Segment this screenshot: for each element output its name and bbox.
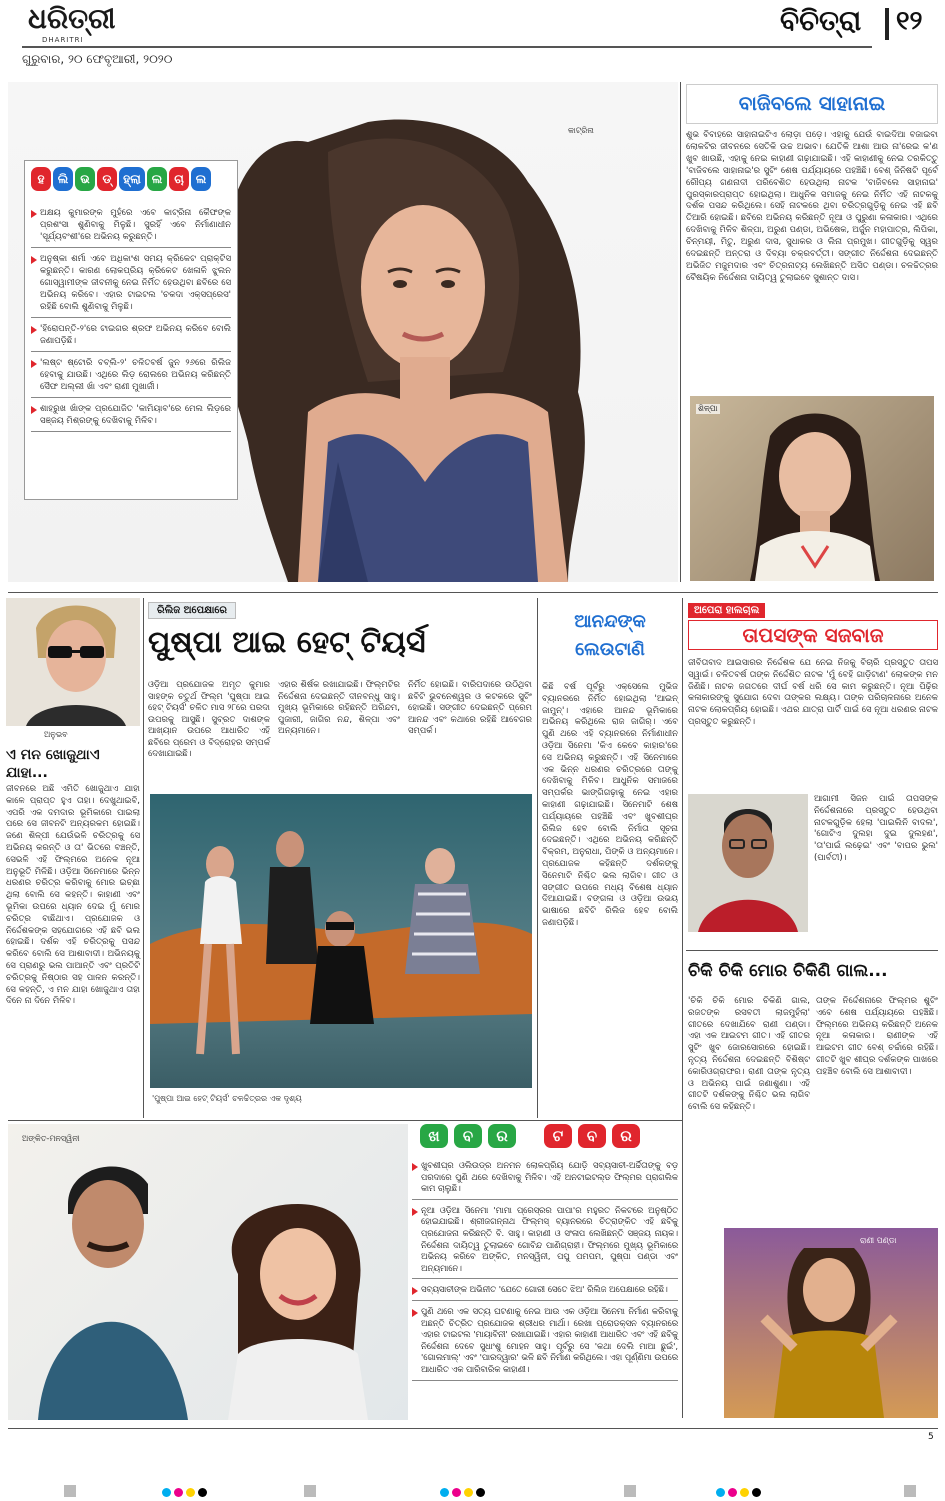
- story-body: ଜୀବନରେ ଅଛି ଏମିତି ଖୋଜୁଥାଏ ଯାହା କାଳେ ପ୍ରାପ୍ତ ହୁଏ ତାହା। ଦେଖୁଥାଇବି, ଏପରି ଏକ ଦମଦାର ଭୂମିକାରେ ପାଇଲା ପରେ ସେ ଜୀବନଟି ଅନ୍ୟରକମ ହୋଇଛି। ଜଣେ ଶିଳ୍ପୀ ଯେଉଁଭଳି ଚରିତ୍ରକୁ ସେ ଅଭିନୟ କରନ୍ତି ଓ ତା' ଭିତରେ ବଞ୍ଚନ୍ତି, ସେଭଳି ଏହି ଫିଲ୍ମରେ ଅନେକ ନୂଆ ଅନୁଭୂତି ମିଳିଛି। ଓଡ଼ିଆ ସିନେମାରେ ଭିନ୍ନ ଧରଣର ଚରିତ୍ର କରିବାକୁ ମୋର ଇଚ୍ଛା ଥିଲା ବୋଲି ସେ କହନ୍ତି। କାହାଣୀ ଏବଂ ଭୂମିକା ଉପରେ ଧ୍ୟାନ ଦେଇ ମୁଁ ମୋର ଚରିତ୍ର ବାଛିଥାଏ। ପ୍ରଯୋଜକ ଓ ନିର୍ଦ୍ଦେଶକଙ୍କ ସହଯୋଗରେ ଏହି ଛବି ଭଲ ହୋଇଛି। ଦର୍ଶକ ଏହି ଚରିତ୍ରକୁ ପସନ୍ଦ କରିବେ ବୋଲି ସେ ଆଶାବାଦୀ। ଅଭିନୟକୁ ସେ ପ୍ରାଣରୁ ଭଲ ପାଆନ୍ତି ଏବଂ ପ୍ରତିଟି ଚରିତ୍ରକୁ ନିଷ୍ଠାର ସହ ପାଳନ କରନ୍ତି। ସେ କହନ୍ତି, ଏ ମନ ଯାହା ଖୋଜୁଥାଏ ତାହା ଦିନେ ନା ଦିନେ ମିଳିବ।: [6, 784, 140, 1007]
- column-rule: [537, 598, 538, 1118]
- list-item: ପୁଣି ଥରେ ଏକ ସତ୍ୟ ଘଟଣାକୁ ନେଇ ଆଉ ଏକ ଓଡ଼ିଆ ସିନେମା ନିର୍ମାଣ କରିବାକୁ ଅଛନ୍ତି ଚିତ୍ରିତ ପ୍ରଯୋଜକ ଶ୍ରୀଧର ମାର୍ଥା। ରେଖା ପ୍ରୋଡକ୍ସନ ବ୍ୟାନରରେ ଏହାର ଟାଇଟଲ 'ମାୟାବିନୀ' ରଖାଯାଇଛି। ଏହାର କାହାଣୀ ଆଧାରିତ ଏବଂ ଏହି ଛବିକୁ ନିର୍ଦ୍ଦେଶନା ଦେବେ ସୁଧାଂଶୁ ମୋହନ ସାହୁ। ପୂର୍ବରୁ ସେ 'କଥା ଦେଲି ମାଆ ଛୁଇଁ', 'ଗୋଲମାଲ୍' ଏବଂ 'ପାରଦ୍ୱାର' ଭଳି ଛବି ନିର୍ମାଣ କରିଥିଲେ। ଏହା ପୂର୍ଣ୍ଣିମା ଉପରେ ଆଧାରିତ ଏକ ପାରିବାରିକ କାହାଣୀ।: [412, 1306, 678, 1381]
- photo-caption: ରାଣୀ ପଣ୍ଡା: [860, 1236, 897, 1245]
- registration-mark: [620, 1482, 640, 1501]
- registration-dot: [740, 1488, 749, 1497]
- list-item: ଶାହରୁଖ ଖାଁଙ୍କ ପ୍ରଯୋଜିତ 'କାମିୟାବ'ରେ ମେଲ ଲିଡ଼ରେ ସଞ୍ଜୟ ମିଶ୍ରଙ୍କୁ ଦେଖିବାକୁ ମିଳିବ।: [31, 403, 231, 432]
- section-title: ବିଚିତ୍ରା: [780, 4, 862, 37]
- list-item: ନୂଆ ଓଡ଼ିଆ ସିନେମା 'ମାମା ପ୍ରେସ୍ରର ପାପା'ର ମହୁରତ ନିକଟରେ ଅନୁଷ୍ଠିତ ହୋଇଯାଇଛି। ଶ୍ରୀଜଗନ୍ନାଥ ଫିଲ୍ମସ୍ ବ୍ୟାନରରେ ଚିତ୍ରାଙ୍କିତ ଏହି ଛବିକୁ ପ୍ରଯୋଜନା କରିଛନ୍ତି ବି. ସାହୁ। କାହାଣୀ ଓ ସଂଳାପ ଲେଖିଛନ୍ତି ସଞ୍ଜୟ ନାୟକ। ନିର୍ଦ୍ଦେଶନା ଦାୟିତ୍ୱ ତୁଲାଇବେ ଗୋବିନ୍ଦ ପାଣିଗ୍ରାହୀ। ଫିଲ୍ମରେ ମୁଖ୍ୟ ଭୂମିକାରେ ଅଭିନୟ କରିବେ ଅଙ୍କିତ, ମନସ୍ୱିନୀ, ପପୁ ପମପମ, ପୁଷ୍ପା ପଣ୍ଡା ଏବଂ ଅନ୍ୟମାନେ।: [412, 1205, 678, 1280]
- registration-mark: [900, 1482, 920, 1501]
- gossip-box: [24, 160, 238, 500]
- logo-subtitle: DHARITRI: [42, 36, 84, 44]
- news-letter: ର: [612, 1124, 640, 1148]
- news-list: [412, 1160, 678, 1418]
- story-column: ନିର୍ମିତ ହୋଇଛି। ବାରିପଦାରେ ଉଠିଥିବା ଛବିଟି ଭୁବନେଶ୍ୱର ଓ କଟକରେ ସୁଟିଂ ହୋଇଛି। ସଙ୍ଗୀତ ଦେଇଛନ୍ତି ପ୍ରେମ ଆନନ୍ଦ ଏବଂ କଥାରେ ରହିଛି ଆବେଗର ସମ୍ପର୍କ।: [408, 680, 532, 736]
- photo-caption: ଅନୁଭବ: [44, 730, 68, 739]
- photo-caption: ଅଙ୍କିତ-ମନସ୍ୱିନୀ: [22, 1134, 80, 1143]
- print-registration-strip: [0, 1480, 945, 1494]
- footer-rule: [8, 1428, 938, 1429]
- photo-caption: 'ପୁଷ୍ପା ଆଇ ହେଟ୍ ଟିୟର୍ସ' ଚଳଚ୍ଚିତ୍ରର ଏକ ଦୃଶ୍ୟ: [152, 1094, 302, 1103]
- news-letter: ର: [488, 1124, 516, 1148]
- right-top-story: [686, 84, 938, 584]
- actor-figure: [6, 598, 140, 726]
- news-letter: ଖ: [420, 1124, 448, 1148]
- gossip-list: [31, 207, 231, 432]
- director-photo: [688, 794, 808, 932]
- column-rule: [680, 82, 681, 582]
- dancer-figure: [724, 1228, 938, 1418]
- news-letter: ବ: [454, 1124, 482, 1148]
- registration-dots: [162, 1482, 210, 1501]
- section-divider: [885, 8, 889, 40]
- dancer-photo: [724, 1228, 938, 1418]
- news-box: [412, 1124, 678, 1420]
- story-title: ଆନନ୍ଦଙ୍କ ଲେଉଟାଣି: [574, 611, 646, 660]
- couple-figure: [8, 1124, 408, 1420]
- story-title: ଏ ମନ ଖୋଜୁଥାଏ ଯାହା...: [6, 747, 100, 781]
- story-kicker: ରିଲିଜ ଅପେକ୍ଷାରେ: [148, 602, 236, 619]
- story-body: 'ଚିକି ଚିକି ମୋର ଚିକିଣି ଗାଲ, ରଜତଙ୍କ ରସବତୀ ଲାଜମୁହଁଲା' ଗୀତରେ ଦେଖାଯିବେ ରାଣୀ ପଣ୍ଡା। ଏହା ଏକ ଆଇଟମ ଗୀତ। ଏହି ଗୀତର ସୁଟିଂ ଖୁବ ଜୋରସୋରରେ ହୋଇଛି। ନୃତ୍ୟ ନିର୍ଦ୍ଦେଶନା ଦେଇଛନ୍ତି ବିଶିଷ୍ଟ କୋରିଓଗ୍ରାଫର। ରାଣୀ ତାଙ୍କ ନୃତ୍ୟ ଓ ଅଭିନୟ ପାଇଁ ଜଣାଶୁଣା। ଏହି ଗୀତଟି ଦର୍ଶକଙ୍କୁ ନିଶ୍ଚିତ ଭଲ ଲାଗିବ ବୋଲି ସେ କହିଛନ୍ତି।: [688, 996, 810, 1113]
- couple-photo: [8, 1124, 408, 1420]
- story-headline: ପୁଷ୍ପା ଆଇ ହେଟ୍ ଟିୟର୍ସ: [148, 625, 426, 660]
- actor-photo: [6, 598, 140, 739]
- gossip-letter: ଲ: [191, 167, 211, 191]
- story-title-box: [686, 84, 938, 124]
- registration-dot: [752, 1488, 761, 1497]
- gossip-letter: ହ: [31, 167, 51, 191]
- column-rule: [682, 598, 683, 1418]
- left-mid-story: [6, 598, 140, 1118]
- issue-date: ଗୁରୁବାର, ୨୦ ଫେବୃଆରୀ, ୨୦୨୦: [22, 52, 173, 66]
- page-marker: 5: [928, 1432, 934, 1442]
- gossip-letter: ହ୍ଲା: [119, 167, 145, 191]
- list-item: ସବ୍ୟସାଚୀଙ୍କ ଅଭିନୀତ 'ଯେତେ ଗୋରୀ ସେତେ ଝିଅ' ରିଲିଜ ଅପେକ୍ଷାରେ ରହିଛି।: [412, 1284, 678, 1301]
- story-body: ଆଗାମୀ ସିଜନ ପାଇଁ ତାପସଙ୍କ ନିର୍ଦ୍ଦେଶନାରେ ପ୍ରସ୍ତୁତ ହେଉଥିବା ନାଟକଗୁଡ଼ିକ ହେଲା 'ପାଇଲିନି ବାଦଲ', 'ଗୋଟିଏ ଦୁଲହା ଦୁଇ ଦୁଲହଣ', 'ତା'ପାଇଁ ଲଢ଼େଇ' ଏବଂ 'ବାପର ଭୁଲ' (ପାର୍ବତୀ)।: [814, 794, 938, 863]
- news-letter: ଟ: [544, 1124, 572, 1148]
- actress-photo: [690, 396, 934, 581]
- masthead: [0, 0, 945, 78]
- side-story: [542, 598, 678, 1118]
- gossip-letter: ଲି: [53, 167, 73, 191]
- registration-mark: [300, 1482, 320, 1501]
- logo-text: ଧରିତ୍ରୀ: [28, 2, 116, 35]
- masthead-rule: [22, 46, 872, 48]
- registration-dot: [440, 1488, 449, 1497]
- opera-story: [688, 598, 938, 948]
- actress-figure: [690, 396, 934, 581]
- column-rule: [143, 598, 144, 1118]
- section-rule: [8, 1120, 682, 1121]
- registration-dot: [174, 1488, 183, 1497]
- story-title: ତାପସଙ୍କ ସଜବାଜ: [688, 620, 938, 650]
- list-item: ଖୁବଶୀଘ୍ର ଓଲିଉଡ୍‌ର ଅନମନ ଲୋକପ୍ରିୟ ଯୋଡ଼ି ସବ୍ୟସାଚୀ-ଅର୍ଚ୍ଚିତାଙ୍କୁ ବଡ଼ ପରଦାରେ ପୁଣି ଥରେ ଦେଖିବାକୁ ମିଳିବ। ଏହି ଅନଟାଇଟଲ୍ଡ ଫିଲ୍ମର ପ୍ରାଗଲିକ କାମ ଚାଲୁଛି।: [412, 1160, 678, 1200]
- section-rule: [8, 592, 938, 593]
- list-item: 'ହିରୋପନ୍ତି-୨'ରେ ଟାଇଗର ଶ୍ରଫ ଅଭିନୟ କରିବେ ବୋଲି ଜଣାପଡ଼ିଛି।: [31, 323, 231, 352]
- registration-dot: [476, 1488, 485, 1497]
- story-title: ଚିକି ଚିକି ମୋର ଚିକିଣି ଗାଲ...: [688, 961, 888, 981]
- story-body: ଶୁଭ ବିବାହରେ ସାହାନାଇଟିଏ ଲୋଡ଼ା ପଡ଼େ। ଏହାକୁ ଯେଉଁ ବାଇଦିଆ ବଜାଇବା ଲୋକଟିର ଜୀବନରେ ସେତିକି ଉଚ୍ଚ ଅଭାବ। ଯେତିକି ଆଶା ଆଉ ନା'ରେଇ କ'ଣ ଖୁବ ଖାଉଛି, ଏହାକୁ ନେଇ କାହାଣୀ ଗଢ଼ାଯାଇଛି। ଏହି କାହାଣୀକୁ ନେଇ ତରକିତ୍ତୁ 'ବାଜିବଲେ ସାହାନାଇ'ର ସୁଟିଂ ଶେଷ ପର୍ଯ୍ୟାୟରେ ପହଞ୍ଚିଛି। ବେଶ୍ ଜିନିଷଟି ପୂର୍ବେ ରୌପ୍ୟ ଗଣନାଦୀ ପରିବେଶିତ ହେଉଥିଲା ନାଟକ 'ବାଜିବଲେ ସାହାନାଇ' ପୁରସ୍କାରପ୍ରାପ୍ତ ହୋଇଥିଲା। ଆଧୁନିକ ସମାଜକୁ ନେଇ ନିର୍ମିତ ଏହି ନାଟକକୁ ଦର୍ଶକ ପସନ୍ଦ କରିଥିଲେ। ସେହି ନାଟକରେ ଥିବା ଚରିତ୍ରଗୁଡ଼ିକୁ ନେଇ ଏହି ଛବି ତିଆରି ହୋଇଛି। ଛବିରେ ଅଭିନୟ କରିଛନ୍ତି ନୂଆ ଓ ପୁରୁଣା କଳାକାର। ଏଥିରେ ଦେଖିବାକୁ ମିଳିବ ଶିଳ୍ପା, ଅରୁଣ ପଣ୍ଡା, ଅଭିଷେକ, ଅର୍ଜୁନ ମହାପାତ୍ର, ଲିପିକା, ଚିନ୍ମୟୀ, ମିତୁ, ଅରୁଣ ଦାସ, ସୁଧାକର ଓ ଲିନା ପ୍ରମୁଖ। ଗୀତଗୁଡ଼ିକୁ ସ୍ୱର ଦେଇଛନ୍ତି ଅନ୍ତରା ଓ ଦିବ୍ୟା ଚକ୍ରବର୍ତ୍ତୀ। ସଙ୍ଗୀତ ନିର୍ଦ୍ଦେଶନା ଦେଇଛନ୍ତି ଅଭିଜିତ ମଜୁମଦାର ଏବଂ ଚିତ୍ରନାଟ୍ୟ ଲେଖିଛନ୍ତି ଅସିତ ପଣ୍ଡା। ଚଳଚ୍ଚିତ୍ରର ବୈଷୟିକ ନିର୍ଦ୍ଦେଶନା ଦାୟିତ୍ୱ ତୁଲାଇବେ ସୁଶାନ୍ତ ଦାସ।: [686, 130, 938, 283]
- story-kicker: ଅପେରା ହାଲଚାଲ: [688, 603, 765, 618]
- photo-caption: କାଟ୍ରିନା: [568, 126, 594, 135]
- story-column: ଏହାର ଶିର୍ଷକ ରଖାଯାଇଛି। ଫିଲ୍ମଟିର ନିର୍ଦ୍ଦେଶନା ଦେଇଛନ୍ତି ଦୀନବନ୍ଧୁ ସାହୁ। ମୁଖ୍ୟ ଭୂମିକାରେ ରହିଛନ୍ତି ଅରିନ୍ଦମ, ପୁଜାରୀ, ଜାଗିର ନନ୍ଦ, ଶିଳ୍ପା ଏବଂ ଅନ୍ୟମାନେ।: [278, 680, 400, 736]
- news-letter: ବ: [578, 1124, 606, 1148]
- registration-dots: [440, 1482, 488, 1501]
- newspaper-logo: [28, 2, 158, 42]
- gossip-letter: ଚା: [169, 167, 189, 191]
- gossip-heading: [31, 167, 231, 201]
- list-item: ଅକ୍ଷୟ କୁମାରଙ୍କ ମୁହଁରେ ଏବେ କାଟ୍ରିନା କୈଫଙ୍କ ପ୍ରଶଂସା ଶୁଣିବାକୁ ମିଳୁଛି। ସୁରହିଁ ଏବେ ନିର୍ମାଣାଧୀନ 'ସୂର୍ଯ୍ୟବଂଶୀ'ରେ ଅଭିନୟ କରୁଛନ୍ତି।: [31, 207, 231, 248]
- gossip-letter: ଲ: [147, 167, 167, 191]
- story-body: କିଛି ବର୍ଷ ପୂର୍ବରୁ ଏକ୍ସେଲେ ମୁଭିଜ ବ୍ୟାନରରେ ନିର୍ମିତ ହୋଇଥିଲା 'ଆଇନ୍ ଜାମୁନ୍'। ଏହାରେ ଆନନ୍ଦ ଭୂମିକାରେ ଅଭିନୟ କରିଥିଲେ ରାଜ ଜାଗିର୍। ଏବେ ପୁଣି ଥରେ ଏହି ବ୍ୟାନରରେ ନିର୍ମାଣାଧୀନ ଓଡ଼ିଆ ସିନେମା 'କିଏ କେବେ କାହାର'ରେ ସେ ଅଭିନୟ କରୁଛନ୍ତି। ଏହି ସିନେମାରେ ଏକ ଭିନ୍ନ ଧରଣର ଚରିତ୍ରରେ ତାଙ୍କୁ ଦେଖିବାକୁ ମିଳିବ। ଆଧୁନିକ ସମାଜରେ ସମ୍ପର୍କର ଭାଙ୍ଗିଗଢ଼ାକୁ ନେଇ ଏହାର କାହାଣୀ ଗଢ଼ାଯାଇଛି। ସିନେମାଟି ଶେଷ ପର୍ଯ୍ୟାୟରେ ପହଞ୍ଚିଛି ଏବଂ ଖୁବଶୀଘ୍ର ରିଲିଜ ହେବ ବୋଲି ନିର୍ମାତା ସୂଚନା ଦେଇଛନ୍ତି। ଏଥିରେ ଅଭିନୟ କରିଛନ୍ତି ବିକ୍ରମ, ଅନୁରାଧା, ପିଙ୍କି ଓ ଅନ୍ୟମାନେ। ପ୍ରଯୋଜକ କହିଛନ୍ତି ଦର୍ଶକଙ୍କୁ ସିନେମାଟି ନିଶ୍ଚିତ ଭଲ ଲାଗିବ। ଗୀତ ଓ ସଙ୍ଗୀତ ଉପରେ ମଧ୍ୟ ବିଶେଷ ଧ୍ୟାନ ଦିଆଯାଇଛି। ବଙ୍ଗଳା ଓ ଓଡ଼ିଆ ଉଭୟ ଭାଷାରେ ଛବିଟି ରିଲିଜ ହେବ ବୋଲି ଜଣାପଡ଼ିଛି।: [542, 682, 678, 928]
- registration-dot: [452, 1488, 461, 1497]
- registration-mark: [60, 1482, 80, 1501]
- song-story: [688, 956, 938, 1418]
- film-cast-figure: [150, 794, 532, 1088]
- story-body: ତାଙ୍କ ନିର୍ଦ୍ଦେଶନାରେ ଫିଲ୍ମର ଶୁଟିଂ ଏବେ ଶେଷ ପର୍ଯ୍ୟାୟରେ ପହଞ୍ଚିଛି। ଫିଲ୍ମରେ ଅଭିନୟ କରିଛନ୍ତି ଅନେକ ନୂଆ କଳାକାର। ରାଣୀଙ୍କ ଏହି ଆଇଟମ ଗୀତ ବେଶ୍ ଚର୍ଚ୍ଚାରେ ରହିଛି। ଗୀତଟି ଖୁବ ଶୀଘ୍ର ଦର୍ଶକଙ୍କ ପାଖରେ ପହଞ୍ଚିବ ବୋଲି ସେ ଆଶାବାଦୀ।: [816, 996, 938, 1077]
- main-story: [148, 598, 533, 1118]
- story-columns: [148, 680, 533, 790]
- list-item: 'ଲଷ୍ଟ ଷ୍ଟୋରି ବବ୍ଲି-୨' ଚଳିତବର୍ଷ ଜୁନ ୨୬ରେ ରିଲିଜ ହେବାକୁ ଯାଉଛି। ଏଥିରେ ଲିଡ଼ ରୋଲରେ ଅଭିନୟ କରିଛନ୍ତି ସୈଫ ଅଲ୍ଲୀ ଖାଁ ଏବଂ ରାଣୀ ମୁଖାର୍ଜୀ।: [31, 357, 231, 398]
- film-still-photo: [150, 794, 532, 1088]
- registration-dot: [186, 1488, 195, 1497]
- registration-dots: [716, 1482, 764, 1501]
- story-column: ଓଡ଼ିଆ ପ୍ରଯୋଜକ ଅମୃତ କୁମାର ସାହଙ୍କ ଚତୁର୍ଥ ଫିଲ୍ମ 'ପୁଷ୍ପା ଆଇ ହେଟ୍ ଟିୟର୍ସ' ଚଳିତ ମାସ ୨୮ରେ ପରଦା ଉପରକୁ ଆସୁଛି। ସୁବ୍ରତ ଦାଶଙ୍କ ଆଖ୍ୟାନ ଉପରେ ଆଧାରିତ ଏହି ଛବିରେ ପ୍ରେମ ଓ ବିଦ୍ରୋହର ସମ୍ପର୍କ ଦେଖାଯାଇଛି।: [148, 680, 270, 759]
- section-rule: [686, 950, 938, 951]
- gossip-letter: ଡ୍: [97, 167, 117, 191]
- registration-dot: [728, 1488, 737, 1497]
- photo-caption: ଶିଳ୍ପା: [698, 404, 718, 413]
- gossip-letter: ଭ: [75, 167, 95, 191]
- director-figure: [688, 794, 808, 932]
- page-number: ୧୨: [896, 6, 923, 36]
- story-title: ବାଜିବଲେ ସାହାନାଇ: [738, 91, 886, 115]
- news-heading: [412, 1124, 678, 1154]
- registration-dot: [716, 1488, 725, 1497]
- list-item: ଅନୁଷ୍କା ଶର୍ମା ଏବେ ଅଧିକାଂଶ ସମୟ କ୍ରିକେଟ ପ୍ରାକ୍ଟିସ କରୁଛନ୍ତି। କାରଣ ଲୋକପ୍ରିୟ କ୍ରିକେଟ ଖେଳାଳି ଝୁଲନ ଗୋସ୍ୱାମୀଙ୍କ ଜୀବନୀକୁ ନେଇ ନିର୍ମିତ ହେଉଥିବା ଛବିରେ ସେ ଅଭିନୟ କରିବେ। ଏହାର ଟାଇଟଲ 'ଚକଦା ଏକ୍ସପ୍ରେସ' ରହିଛି ବୋଲି ଶୁଣିବାକୁ ମିଳୁଛି।: [31, 253, 231, 318]
- registration-dot: [198, 1488, 207, 1497]
- story-body: ଜୀବିତାବାଦ ଆଇସାରର ନିର୍ଦ୍ଦେଶକ ଯେ ନେଇ ନିଜକୁ ବିଚାରି ପ୍ରସ୍ତୁତ ତାପସ ସ୍ୱାଇଁ। ଚଳିତବର୍ଷ ତାଙ୍କ ନିର୍ଦ୍ଦେଶିତ ନାଟକ 'ମୁଁ ବେହି ଗାଡ଼ିଟାଣ' ଲୋକଙ୍କ ମନ ଜିଣିଛି। ନାଟକ ଜଗତରେ ଦୀର୍ଘ ବର୍ଷ ଧରି ସେ କାମ କରୁଛନ୍ତି। ନୂଆ ପିଢ଼ିର କଳାକାରଙ୍କୁ ସୁଯୋଗ ଦେବା ତାଙ୍କର ଲକ୍ଷ୍ୟ। ତାଙ୍କ ପରିଚାଳନାରେ ଅନେକ ନାଟକ ଲୋକପ୍ରିୟ ହୋଇଛି। ଏଥର ଯାତ୍ରା ପାର୍ଟି ପାଇଁ ସେ ନୂଆ ଧରଣର ନାଟକ ପ୍ରସ୍ତୁତ କରୁଛନ୍ତି।: [688, 658, 938, 727]
- registration-dot: [162, 1488, 171, 1497]
- registration-dot: [464, 1488, 473, 1497]
